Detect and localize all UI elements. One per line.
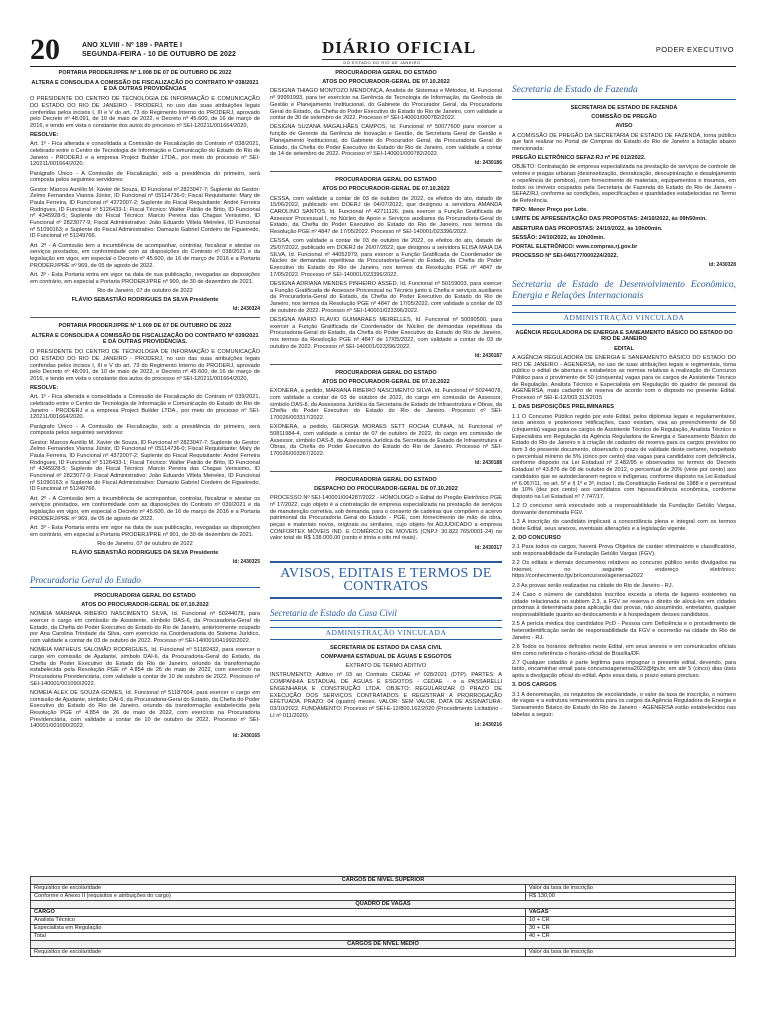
section-concurso: 2. DO CONCURSO <box>512 534 561 541</box>
portaria-signature: FLÁVIO SEBASTIÃO RODRIGUES DA SILVA Presidente <box>71 550 219 557</box>
pge-atos: ATOS DO PROCURADOR-GERAL DE 07.10.2022 <box>322 378 450 385</box>
admin-vinculada-banner: ADMINISTRAÇÃO VINCULADA <box>270 627 502 640</box>
section-banner-pge: Procuradoria Geral do Estado <box>30 574 260 588</box>
publication-id: Id: 2430165 <box>233 732 260 739</box>
sessao-line: SESSÃO: 24/10/2022, às 10h00min. <box>512 234 605 241</box>
portaria-paragraph: Parágrafo Único - A Comissão de Fiscalização, sob a presidência do primeiro, será composta pelos seguintes servidores: <box>30 423 260 437</box>
table-cell: Valor da taxa de inscrição <box>526 949 736 957</box>
page-header <box>30 33 734 66</box>
section-disposicoes: 1. DAS DISPOSIÇÕES PRELIMINARES <box>512 404 614 411</box>
publication-id: Id: 2430216 <box>475 721 502 728</box>
issue-line-2: SEGUNDA-FEIRA - 10 DE OUTUBRO DE 2022 <box>82 51 236 58</box>
publication-id: Id: 2430324 <box>233 306 260 313</box>
masthead-subtitle: DO ESTADO DO RIO DE JANEIRO <box>322 59 442 65</box>
divider <box>270 171 502 172</box>
item-2-4: 2.4 Caso o número de candidatos inscritos exceda a oferta de lugares existentes na cidade relacionada no subitem 2.3, a FGV se reserva o direito de alocá-los em cidades próximas à determinada para aplicação das provas, não assumindo, entretanto, qualquer responsabilidade quanto ao deslocamento e à hospedagem desses candidatos. <box>512 591 736 618</box>
portaria-members: Gestor: Marcos Aurélio M. Xavier de Souza, ID Funcional nº 2823047-7; Suplente do Gestor: Zelmo Fernandes Vianna Júnior, ID Funcional nº 05114736-0; Fiscal Requisitante: Mary de Paula Ferreira, ID Funcional nº 4372007-2; Suplente do Fiscal Requisitante: André Ferreira Rodrigues, ID Funcional nº 5126433-1; Fiscal Técnico: Walter Patrão de Brito, ID Funcional nº 4345928-5; Suplente do Fiscal Técnico: Marcio Pereira das Chagas Verissimo, ID Funcional nº 2823077-9; Fiscal Administrativo: João Eduardo Villela Meireles, ID Funcional nº 51090163; e Suplente do Fiscal Administrativo: Damazio Gabriel Cordeiro de Figueiredo, ID Funcional nº 51249766. <box>30 439 260 493</box>
publication-id: Id: 2430325 <box>233 559 260 566</box>
table-header-vagas: QUADRO DE VAGAS <box>31 901 736 909</box>
pregao-line: PREGÃO ELETRÔNICO SEFAZ-RJ nº PE 012/2022. <box>512 155 646 162</box>
issue-info <box>82 41 236 59</box>
publication-id: Id: 2430187 <box>475 353 502 360</box>
table-cell: R$ 130,00 <box>526 893 736 901</box>
portaria-art2: Art. 2º - A Comissão tem a incumbência de acompanhar, controlar, fiscalizar e atestar os serviços prestados, em conformidade com as disposições do Contrato nº 039/2021 e da legislação em vigor, em especial o Decreto nº 45.600, de 16 de março de 2016 e a Portaria PRODERJ/PRE nº 969, de 05 de agosto de 2022. <box>30 495 260 522</box>
item-2-7: 2.7 Qualquer cidadão é parte legítima para impugnar o presente edital, devendo, para tanto, encaminhar email para concursoagenersa2022@fgv.br, em até 5 (cinco) dias úteis após a divulgação oficial do edital. Após essa data, o prazo estará precluso. <box>512 659 736 680</box>
table-header-medio: CARGOS DE NÍVEL MÉDIO <box>31 941 736 949</box>
extrato-text: INSTRUMENTO: Aditivo nº 03 ao Contrato CEDAE nº 028/2021 (DTP). PARTES: A COMPANHIA ESTADUAL DE ÁGUAS E ESGOTOS - CEDAE - e a PASSARELLI ENGENHARIA E CONSTRUÇÃO LTDA. OBJETO: REGULARIZAR O PRAZO DE EXECUÇÃO DOS SERVIÇOS CONTRATADOS E REGISTRAR A PRORROGAÇÃO EFETUADA. PRAZO: 04 (quatro) meses. VALOR: SEM VALOR. DATA DE ASSINATURA: 03/10/2022. FUNDAMENTO: Processo nº SEI-E-12/800.162/2020 (Procedimento Licitatório - LI nº 011/2020). <box>270 672 502 719</box>
item-2-1: 2.1 Para todos os cargos, haverá Prova Objetiva de caráter eliminatório e classificatório, sob responsabilidade da Fundação Getúlio Vargas (FGV). <box>512 544 736 557</box>
pge-nomination-2: NOMEIA MATHEUS SALOMÃO RODRIGUES, Id. Funcional nº 51182432, para exercer o cargo em comissão de Ajudante, símbolo DAI-6, da Procuradoria-Geral do Estado, da Chefia do Poder Executivo do Estado do Rio de Janeiro, oriundo da transformação estabelecida pela Resolução PGE nº 4.854 de 26 de maio de 2022, com exercício na Procuradoria Previdenciária, com validade a contar de 10 de outubro de 2022. Processo nº SEI-140001/001090/2022. <box>30 647 260 687</box>
processo-line: PROCESSO Nº SEI-040177/000224/2022. <box>512 253 619 260</box>
portaria-subject: ALTERA E CONSOLIDA A COMISSÃO DE FISCALIZAÇÃO DO CONTRATO Nº 039/2021 E DÁ OUTRAS PROVIDÊNCIAS. <box>31 332 259 346</box>
table-cell: Requisitos de escolaridade <box>31 949 526 957</box>
masthead <box>322 38 477 65</box>
table-header-superior: CARGOS DE NÍVEL SUPERIOR <box>31 877 736 885</box>
avisos-editais-banner: AVISOS, EDITAIS E TERMOS DE CONTRATOS <box>270 561 502 599</box>
publication-id: Id: 2430317 <box>475 544 502 551</box>
section-banner-fazenda: Secretaria de Estado de Fazenda <box>512 82 736 100</box>
cargos-table <box>30 876 736 957</box>
column-2 <box>270 70 502 733</box>
item-1-1: 1.1 O Concurso Público regido por este Edital, pelos diplomas legais e regulamentares, seus anexos e posteriores retificações, caso existam, visa ao preenchimento de 50 (cinquenta) vagas para os cargos de Assistente Técnico de Regulação, Analista Técnico e Especialista em Regulação da Agência Reguladora de Energia e Saneamento Básico do Estado do Rio de Janeiro e à criação de cadastro de reserva para os cargos previstos no item 3 do presente documento, observado o prazo de validade deste certame, respeitado o percentual mínimo de 5% (cinco por cento) das vagas para candidatos com deficiência, conforme disposto na Lei Estadual nº 2.482/95 e observados os termos do Decreto Estadual nº 43.876 de 08 de outubro de 2012, o percentual de 20% (vinte por cento) aos candidatos que se autodeclararem negros e indígenas, conforme disposto na Lei Estadual nº 6.067/11, no art. 5º e § 1º e 3º, inciso I, da Constituição Federal de 1988 e o percentual de 10% (dez por cento) aos candidatos com hipossuficiência econômica, conforme disposto na Lei Estadual nº 7.747/17. <box>512 413 736 500</box>
portaria-title: PORTARIA PRODERJ/PRE Nº 1.008 DE 07 DE OUTUBRO DE 2022 <box>58 70 232 76</box>
aviso-heading: AVISO <box>615 123 633 130</box>
portaria-art3: Art. 3º - Esta Portaria entra em vigor na data de sua publicação, revogadas as disposições em contrário, em especial a Portaria PRODERJ/PRE nº 901, de 30 de dezembro de 2021. <box>30 524 260 538</box>
section-tag: PODER EXECUTIVO <box>655 45 734 54</box>
pge-atos: ATOS DO PROCURADOR-GERAL DE 07.10.2022 <box>81 601 209 608</box>
cessation-1: CESSA, com validade a contar de 03 de outubro de 2022, os efeitos do ato, datado de 15/06/2022, publicado em DOERJ de 04/07/2022, que designou a servidora AMANDA CAROLINO SANTOS, Id. Funcional nº 42711126, para exercer a Função Gratificada de Assessor Processual I, no Núcleo de Apoio e Serviços auxiliares da Procuradoria-Geral do Estado, da Chefia do Poder Executivo do Estado do Rio de Janeiro, nos termos da Resolução PGE nº 4847 de 17/05/2022. Processo nº SEI-140001/023396/2022. <box>270 195 502 236</box>
portaria-subject: ALTERA E CONSOLIDA A COMISSÃO DE FISCALIZAÇÃO DO CONTRATO Nº 038/2021 E DÁ OUTRAS PROVIDÊNCIAS <box>31 79 259 93</box>
divider <box>270 364 502 365</box>
designation-3: DESIGNA ADRIANA MENDES PINHEIRO ASSED, Id. Funcional nº 50159003, para exercer a Função Gratificada de Assessor Processual ou Técnico junto à Chefia e serviços auxiliares da Procuradoria-Geral do Estado, da Chefia do Poder Executivo do Estado do Rio de Janeiro, nos termos da Resolução PGE nº 4847 de 17/05/2022, com validade a contar de 03 de outubro de 2022. Processo nº SEI-140001/023396/2022. <box>270 280 502 314</box>
item-3-1: 3.1 A denominação, os requisitos de escolaridade, o valor da taxa de inscrição, o número de vagas e a estrutura remuneratória para os cargos da Agência Reguladora de Energia e Saneamento Básico do Estado do Rio de Janeiro - AGENERSA estão estabelecidos nas tabelas a seguir: <box>512 691 736 718</box>
despacho-text: PROCESSO Nº SEI-140001/004287/2022 - HOMOLOGO o Edital do Pregão Eletrônico PGE nº 17/2022, cujo objeto é a contratação de empresa especializada na prestação de serviços de manutenção corretiva, sob demanda, para o conserto de cadeiras que compõem o acervo patrimonial da Procuradoria Geral do Estado - PGE, com fornecimento de mão de obra, peças e materiais novos, originais ou similares, cujo objeto foi ADJUDICADO a empresa CONFORTEX MÓVEIS IND. E COMÉRCIO DE MOVEIS (CNPJ: 30.822.765/0001-24) no valor total de R$ 138.000,00 (cento e trinta e oito mil reais). <box>270 495 502 542</box>
portaria-signature: FLÁVIO SEBASTIÃO RODRIGUES DA SILVA Presidente <box>71 297 219 304</box>
section-banner-desenvolvimento: Secretaria de Estado de Desenvolvimento Econômico, Energia e Relações Internacionais <box>512 277 736 306</box>
portaria-date: Rio de Janeiro, 07 de outubro de 2022 <box>97 287 193 294</box>
table-col-header: VAGAS <box>526 909 736 917</box>
comissao-heading: COMISSÃO DE PREGÃO <box>591 114 657 121</box>
table-cell: Valor da taxa de inscrição <box>526 885 736 893</box>
resolve-label: RESOLVE: <box>30 132 59 139</box>
despacho-heading: DESPACHO DO PROCURADOR-GERAL DE 07.10.2022 <box>314 486 458 493</box>
cedae-heading-1: SECRETARIA DE ESTADO DA CASA CIVIL <box>330 644 442 651</box>
pge-nomination-3: NOMEIA ALEX DE SOUZA GOMES, Id. Funcional nº 51187604, para exercer o cargo em comissão de Ajudante, símbolo DAI-6, da Procuradoria-Geral do Estado, da Chefia do Poder Executivo do Estado do Rio de Janeiro, oriundo da transformação estabelecida pela Resolução PGE nº 4.854 de 26 de maio de 2022, com exercício na Procuradoria Previdenciária, com validade a contar de 10 de outubro de 2022. Processo nº SEI-140001/001090/2022. <box>30 689 260 730</box>
limite-line: LIMITE DE APRESENTAÇÃO DAS PROPOSTAS: 24/10/2022, às 09h50min. <box>512 216 707 223</box>
exoneration-2: EXONERA, a pedido, GEORGIA MORAES SETT ROCHA CUNHA, Id. Funcional nº 50811984-4, com validade a contar de 07 de outubro de 2022, do cargo em comissão de Assessor, símbolo DAS-8, da Assessoria Jurídica da Secretaria de Estado de Infraestrutura e Obras, da Chefia do Poder Executivo do Estado do Rio de Janeiro. Processo nº SEI-170026/003367/2022. <box>270 424 502 457</box>
objeto-text: OBJETO: Contratação de empresa especializada na prestação de serviços de controle de vetores e pragas urbanas (desinsetização, desratização, descupinização e desalojamento e repelência de pombos), com fornecimento de materiais, equipamentos e insumos, em todos os imóveis ocupados pela Secretaria de Fazenda do Estado do Rio de Janeiro - SEFAZ/RJ, conforme as condições, especificações e quantidades estabelecidas no Termo de Referência. <box>512 164 736 204</box>
portaria-members: Gestor: Marcos Aurélio M. Xavier de Souza, ID Funcional nº 2823047-7; Suplente do Gestor: Zelmo Fernandes Vianna Júnior, ID Funcional nº 05114736-0; Fiscal Requisitante: Mary de Paula Ferreira, ID Funcional nº 4372007-2; Suplente do Fiscal Requisitante: André Ferreira Rodrigues, ID Funcional nº 5126433-1; Fiscal Técnico: Walter Patrão de Brito, ID Funcional nº 4345928-5; Suplente do Fiscal Técnico: Marcio Pereira das Chagas Verissimo, ID Funcional nº 2823077-9; Fiscal Administrativo: João Eduardo Villela Meireles, ID Funcional nº 51090163; e Suplente do Fiscal Administrativo: Damazio Gabriel Cordeiro de Figueiredo, ID Funcional nº 51249766. <box>30 186 260 240</box>
portaria-date: Rio de Janeiro, 07 de outubro de 2022 <box>97 540 193 547</box>
portaria-art1: Art. 1º - Fica alterada e consolidada a Comissão de Fiscalização do Contrato nº 039/2021, celebrado entre o Centro de Tecnologia de Informação e Comunicação do Estado do Rio de Janeiro - PRODERJ e a empresa Project Builder LTDA., por meio do processo nº SEI-120211/001664/2020. <box>30 394 260 421</box>
table-row <box>31 917 736 925</box>
item-1-2: 1.2 O concurso será executado sob a responsabilidade da Fundação Getúlio Vargas, doravante denominada FGV. <box>512 503 736 516</box>
portal-line: PORTAL ELETRÔNICO: www.compras.rj.gov.br <box>512 243 638 250</box>
portaria-paragraph: Parágrafo Único - A Comissão de Fiscalização, sob a presidência do primeiro, será composta pelos seguintes servidores: <box>30 170 260 184</box>
designation-4: DESIGNA MARIO FLAVIO GUIMARAES MEIRELLES, Id. Funcional nº 50090500, para exercer a Função Gratificada de Coordenador de Núcleo de demandas repetitivas da Procuradoria-Geral do Estado, da Chefia do Poder Executivo do Estado do Rio de Janeiro, nos termos da Resolução PGE nº 4847 de 17/05/2022, com validade a contar de 03 de outubro de 2022. Processo nº SEI-140001/023396/2022. <box>270 317 502 350</box>
divider <box>270 471 502 472</box>
item-2-3: 2.3 As provas serão realizadas na cidade do Rio de Janeiro - RJ. <box>512 582 674 589</box>
table-col-header: CARGO <box>31 909 526 917</box>
header-divider <box>30 66 736 67</box>
pge-heading: PROCURADORIA GERAL DO ESTADO <box>335 70 437 76</box>
pge-heading: PROCURADORIA GERAL DO ESTADO <box>335 476 437 483</box>
portaria-intro: O PRESIDENTE DO CENTRO DE TECNOLOGIA DE INFORMAÇÃO E COMUNICAÇÃO DO ESTADO DO RIO DE JANEIRO - PRODERJ, no uso das suas atribuições legais conferidas pelos incisos I, III e V do art. 73 do Regimento Interno do PRODERJ, aprovado pelo Decreto nº 48.091, de 10 de maio de 2022, e Decreto nº 45.600, de 16 de março de 2016, e tendo em vista o constante dos autos do processo nº SEI-120211/001664/2020, <box>30 349 260 382</box>
table-cell: Total <box>31 933 526 941</box>
item-2-5: 2.5 A perícia médica dos candidatos PcD - Pessoa com Deficiência e o procedimento de heteroidentificação serão de responsabilidade da FGV e ocorrerão na cidade do Rio de Janeiro - RJ. <box>512 621 736 641</box>
fazenda-heading: SECRETARIA DE ESTADO DE FAZENDA <box>570 105 678 111</box>
admin-vinculada-banner: ADMINISTRAÇÃO VINCULADA <box>512 312 736 325</box>
table-row <box>31 933 736 941</box>
section-banner-casa-civil: Secretaria de Estado da Casa Civil <box>270 607 502 621</box>
publication-id: Id: 2430188 <box>475 460 502 467</box>
abertura-line: ABERTURA DAS PROPOSTAS: 24/10/2022, às 10h00min. <box>512 225 663 232</box>
designation-1: DESIGNA THIAGO MONTOZO MENDONÇA, Analista de Sistemas e Métodos, Id. Funcional nº 99991993, para ter exercício na Gerência de Tecnologia de Informação, da Gerência de Gestão e Planejamento Institucional, do Gabinete do Procurador Geral, da Procuradoria Geral do Estado, da Chefia do Poder Executivo do Estado do Rio de Janeiro, com validade a contar de 30 de setembro de 2022. Processo nº SEI-140001/000782/2022. <box>270 88 502 122</box>
table-cell: 30 + CR <box>526 925 736 933</box>
exoneration-1: EXONERA, a pedido, MARIANA RIBEIRO NASCIMENTO SILVA, Id. Funcional nº 50244078, com validade a contar de 03 de outubro de 2022, do cargo em comissão de Assessor, símbolo DAS-8, da Assessoria Jurídica da Secretaria de Estado de Infraestrutura e Obras, da Chefia do Poder Executivo do Estado do Rio de Janeiro. Processo nº SEI-170026/003317/2022. <box>270 388 502 421</box>
column-3 <box>512 70 736 721</box>
pge-heading: PROCURADORIA GERAL DO ESTADO <box>335 177 437 184</box>
pge-heading: PROCURADORIA GERAL DO ESTADO <box>94 592 196 599</box>
table-cell: 10 + CR <box>526 917 736 925</box>
portaria-art1: Art. 1º - Fica alterada e consolidada a Comissão de Fiscalização do Contrato nº 038/2021, celebrado entre o Centro de Tecnologia de Informação e Comunicação do Estado do Rio de Janeiro - PRODERJ e a empresa Project Builder LTDA., por meio do processo nº SEI-120211/001664/2020. <box>30 141 260 168</box>
divider <box>30 317 260 318</box>
pge-heading: PROCURADORIA GERAL DO ESTADO <box>335 369 437 376</box>
extrato-heading: EXTRATO DE TERMO ADITIVO <box>345 663 427 670</box>
tipo-line: TIPO: Menor Preço por Lote. <box>512 207 588 214</box>
resolve-label: RESOLVE: <box>30 385 59 392</box>
item-2-2: 2.2 Os editais e demais documentos relativos ao concurso público serão divulgados na Internet, no seguinte endereço eletrônico: https://conhecimento.fgv.br/concursos/agenersa2022 <box>512 560 736 580</box>
masthead-title: DIÁRIO OFICIAL <box>322 38 477 57</box>
column-1 <box>30 70 260 743</box>
table-cell: Requisitos de escolaridade <box>31 885 526 893</box>
agenersa-intro: A AGÊNCIA REGULADORA DE ENERGIA E SANEAMENTO BÁSICO DO ESTADO DO RIO DE JANEIRO - AGENERSA, no uso de suas atribuições legais e regimentais, torna público o edital de abertura e estabelece as normas relativas à realização do Concurso Público para o provimento de 50 (cinquenta) vagas para os cargos de Assistente Técnico de Regulação, Analista Técnico e Especialista em Regulação do quadro de pessoal da AGENERSA, mais cadastro de reserva de acordo com o disposto no presente Edital. Processo nº SEI-E-12/003.313/2015 <box>512 354 736 402</box>
portaria-art2: Art. 2º - A Comissão tem a incumbência de acompanhar, controlar, fiscalizar e atestar os serviços prestados, em conformidade com as disposições do Contrato nº 038/2021 e da legislação em vigor, em especial o Decreto nº 45.600, de 16 de março de 2016 e a Portaria PRODERJ/PRE nº 969, de 05 de agosto de 2022. <box>30 242 260 269</box>
portaria-title: PORTARIA PRODERJ/PRE Nº 1.009 DE 07 DE OUTUBRO DE 2022 <box>58 323 232 329</box>
pge-atos: ATOS DO PROCURADOR-GERAL DE 07.10.2022 <box>322 79 450 86</box>
edital-heading: EDITAL <box>614 345 634 352</box>
pge-nomination-1: NOMEIA MARIANA RIBEIRO NASCIMENTO SILVA, Id. Funcional nº 50244078, para exercer o cargo em comissão de Assistente, símbolo DAS-6, da Procuradoria-Geral do Estado, da Chefia do Poder Executivo do Estado do Rio de Janeiro, anteriormente ocupado por Ana Carolina Trindade da Silva, com exercício na Coordenadoria do Sistema Jurídico, com validade a contar de 03 de outubro de 2022. Processo nº SEI-140001/041992/2022. <box>30 611 260 644</box>
item-2-6: 2.6 Todos os horários definidos neste Edital, em seus anexos e em comunicados oficiais têm como referência o horário oficial de Brasília/DF. <box>512 643 736 657</box>
table-row <box>31 925 736 933</box>
table-cell: Especialista em Regulação <box>31 925 526 933</box>
agenersa-heading: AGÊNCIA REGULADORA DE ENERGIA E SANEAMENTO BÁSICO DO ESTADO DO RIO DE JANEIRO <box>515 329 733 343</box>
publication-id: Id: 2430328 <box>709 262 736 269</box>
fazenda-text: A COMISSÃO DE PREGÃO DA SECRETARIA DE ESTADO DE FAZENDA, torna público que fará realizar no Portal de Compras do Estado do Rio de Janeiro a licitação abaixo mencionada: <box>512 132 736 153</box>
cedae-heading-2: COMPANHIA ESTADUAL DE ÁGUAS E ESGOTOS <box>320 654 452 660</box>
section-cargos: 3. DOS CARGOS <box>512 682 557 689</box>
issue-line-1: ANO XLVIII - Nº 189 - PARTE I <box>82 42 183 49</box>
table-cell: Conforme o Anexo II (requisitos e atribuições do cargo) <box>31 893 526 901</box>
cessation-2: CESSA, com validade a contar de 03 de outubro de 2022, os efeitos do ato, datado de 25/07/2022, publicado em DOERJ de 26/07/2022, que designou a servidora ELISA MAIA DA SILVA, Id. Funcional nº 44052979, para exercer a Função Gratificada de Coordenador de Núcleo de demandas repetitivas da Procuradoria-Geral do Estado, da Chefia do Poder Executivo do Estado do Rio de Janeiro, nos termos da Resolução PGE nº 4847 de 17/05/2022. Processo nº SEI-140001/023396/2022. <box>270 238 502 278</box>
pge-atos: ATOS DO PROCURADOR-GERAL DE 07.10.2022 <box>322 186 450 193</box>
designation-2: DESIGNA SUZANA MAGALHÃES CAMPOS, Id. Funcional nº 50077600 para exercer a função de Gerente da Gerência de Inovação e Gestão, da Secretaria Geral de Gestão e Planejamento Institucional, do Gabinete do Procurador Geral, da Procuradoria Geral do Estado, da Chefia do Poder Executivo do Estado do Rio de Janeiro, com validade a contar de 14 de setembro de 2022. Processo nº SEI-140001/000782/2022. <box>270 124 502 158</box>
item-1-3: 1.3 A inscrição do candidato implicará a concordância plena e integral com os termos deste Edital, seus anexos, eventuais alterações e a legislação vigente. <box>512 519 736 532</box>
table-cell: 40 + CR <box>526 933 736 941</box>
page-number: 20 <box>30 33 60 66</box>
portaria-art3: Art. 3º - Esta Portaria entra em vigor na data de sua publicação, revogadas as disposições em contrário, em especial a Portaria PRODERJ/PRE nº 900, de 30 de dezembro de 2021. <box>30 271 260 285</box>
publication-id: Id: 2430186 <box>475 160 502 167</box>
portaria-intro: O PRESIDENTE DO CENTRO DE TECNOLOGIA DE INFORMAÇÃO E COMUNICAÇÃO DO ESTADO DO RIO DE JANEIRO - PRODERJ, no uso das suas atribuições legais conferidas pelos incisos I, III e V do art. 73 do Regimento Interno do PRODERJ, aprovado pelo Decreto nº 48.091, de 10 de maio de 2022, e Decreto nº 45.600, de 16 de março de 2016, e tendo em vista o constante dos autos do processo nº SEI-120211/001664/2020, <box>30 96 260 129</box>
table-cell: Analista Técnico <box>31 917 526 925</box>
